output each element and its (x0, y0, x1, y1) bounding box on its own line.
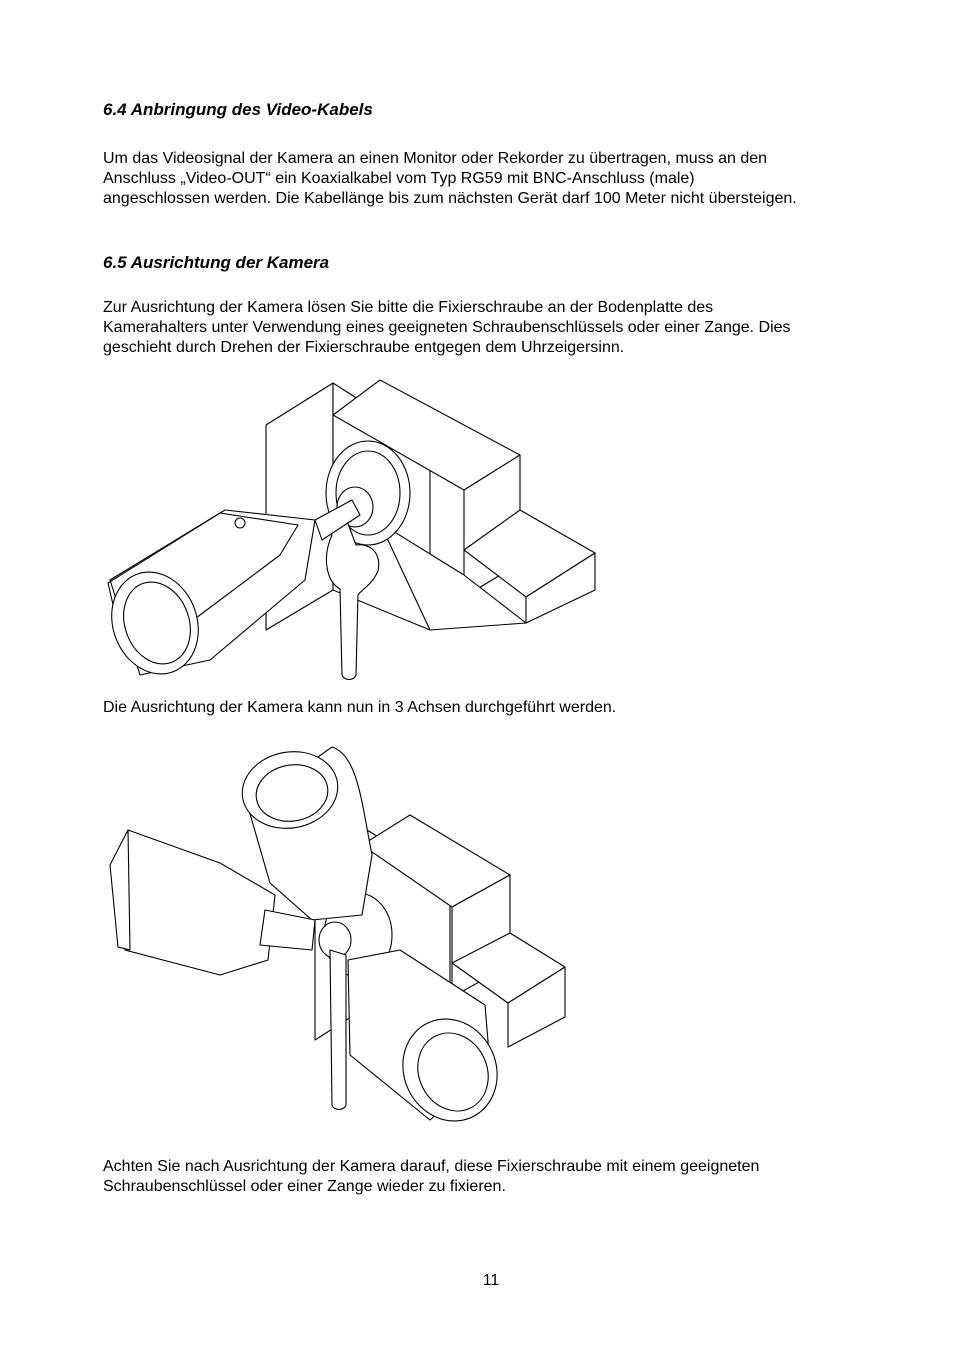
paragraph-line: Schraubenschlüssel oder einer Zange wieder zu fixieren. (103, 1178, 506, 1195)
paragraph-line: Zur Ausrichtung der Kamera lösen Sie bitte die Fixierschraube an der Bodenplatte des (103, 299, 714, 316)
paragraph-video-cable (103, 149, 893, 209)
figure-loosen-screw (100, 375, 600, 685)
section-heading-6-5: 6.5 Ausrichtung der Kamera (103, 253, 330, 272)
paragraph-camera-alignment (103, 298, 893, 358)
page-number: 11 (482, 1272, 500, 1289)
paragraph-line: Um das Videosignal der Kamera an einen Monitor oder Rekorder zu übertragen, muss an den (103, 150, 768, 167)
camera-shroud-left (110, 830, 130, 950)
camera-badge (235, 518, 245, 528)
paragraph-refix-screw (103, 1157, 893, 1197)
section-heading-6-4: 6.4 Anbringung des Video-Kabels (103, 100, 373, 119)
camera-body-left (125, 830, 275, 975)
paragraph-three-axes (103, 698, 893, 718)
wrench (330, 950, 346, 1110)
paragraph-line: geschieht durch Drehen der Fixierschraube entgegen dem Uhrzeigersinn. (103, 339, 625, 356)
paragraph-line: angeschlossen werden. Die Kabellänge bis zum nächsten Gerät darf 100 Meter nicht übersteigen. (103, 190, 797, 207)
paragraph-line: Kamerahalters unter Verwendung eines geeigneten Schraubenschlüssels oder einer Zange. Dies (103, 319, 791, 336)
paragraph-line: Die Ausrichtung der Kamera kann nun in 3 Achsen durchgeführt werden. (103, 699, 617, 716)
figure-three-axes (100, 735, 575, 1120)
paragraph-line: Achten Sie nach Ausrichtung der Kamera darauf, diese Fixierschraube mit einem geeigneten (103, 1158, 760, 1175)
paragraph-line: Anschluss „Video-OUT“ ein Koaxialkabel vom Typ RG59 mit BNC-Anschluss (male) (103, 170, 695, 187)
